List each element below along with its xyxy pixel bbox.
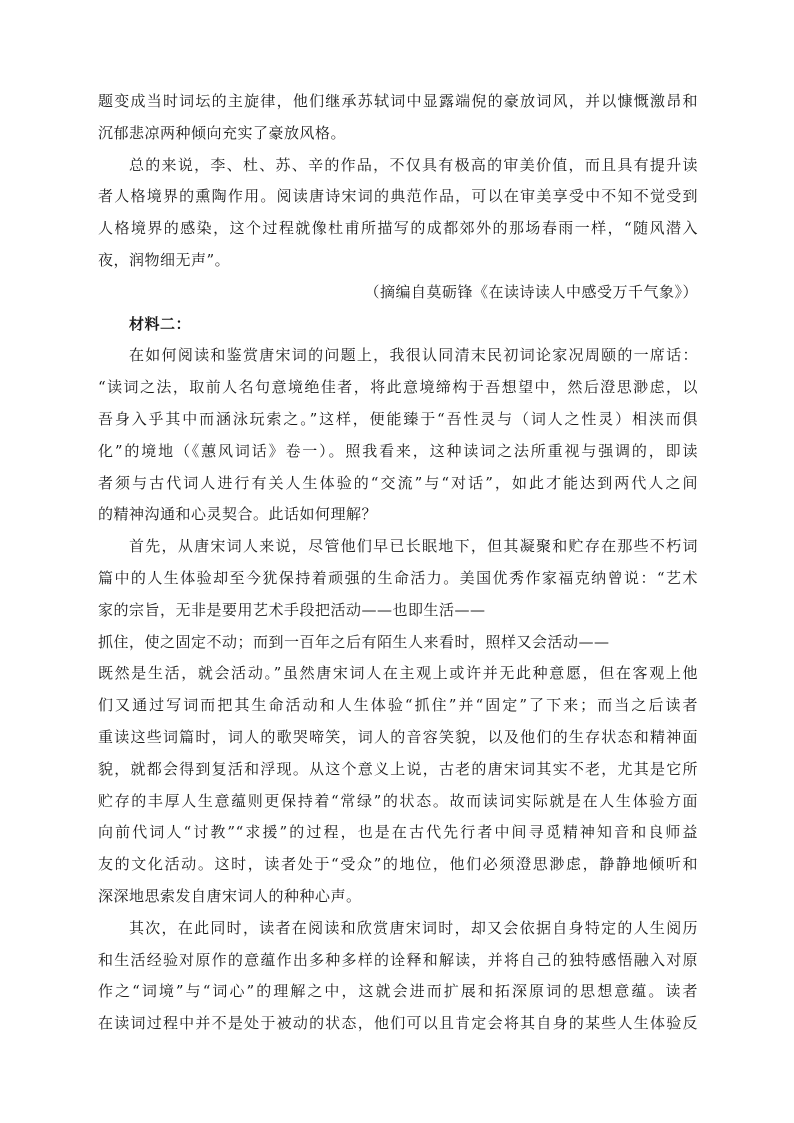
text-line: 友的文化活动。这时，读者处于“受众”的地位，他们必须澄思渺虑，静静地倾听和 [98,855,698,874]
text-line: 抓住，使之固定不动；而到一百年之后有陌生人来看时，照样又会活动—— [98,632,610,651]
text-line: 和生活经验对原作的意蕴作出多种多样的诠释和解读，并将自己的独特感悟融入对原 [98,950,698,969]
text-line: 向前代词人“讨教”“求援”的过程，也是在古代先行者中间寻觅精神知音和良师益 [98,823,698,842]
text-line: 在读词过程中并不是处于被动的状态，他们可以且肯定会将其自身的某些人生体验反 [98,1014,698,1033]
text-line: 人格境界的感染，这个过程就像杜甫所描写的成都郊外的那场春雨一样，“随风潜入 [98,219,698,238]
text-line: 首先，从唐宋词人来说，尽管他们早已长眠地下，但其凝聚和贮存在那些不朽词 [129,537,698,556]
document-page [98,86,698,1040]
text-line: 在如何阅读和鉴赏唐宋词的问题上，我很认同清末民初词论家况周颐的一席话： [129,346,698,365]
text-line: 吾身入乎其中而涵泳玩索之。”这样，便能臻于“吾性灵与（词人之性灵）相浃而俱 [98,409,698,428]
text-line: 沉郁悲凉两种倾向充实了豪放风格。 [98,123,347,142]
text-line: 作之“词境”与“词心”的理解之中，这就会进而扩展和拓深原词的思想意蕴。读者 [98,982,698,1001]
text-line: 家的宗旨，无非是要用艺术手段把活动——也即生活—— [98,600,486,619]
text-line: 深深地思索发自唐宋词人的种种心声。 [98,886,362,905]
text-line: 其次，在此同时，读者在阅读和欣赏唐宋词时，却又会依据自身特定的人生阅历 [129,918,698,937]
text-line: 贮存的丰厚人生意蕴则更保持着“常绿”的状态。故而读词实际就是在人生体验方面 [98,791,698,810]
text-line: 夜，润物细无声”。 [98,250,231,269]
text-line: 化”的境地（《蕙风词话》卷一）。照我看来，这种读词之法所重视与强调的，即读 [98,441,698,460]
text-line: 的精神沟通和心灵契合。此话如何理解？ [98,505,378,524]
section-heading: 材料二： [129,314,192,333]
text-line: 题变成当时词坛的主旋律，他们继承苏轼词中显露端倪的豪放词风，并以慷慨激昂和 [98,92,698,110]
text-line: 篇中的人生体验却至今犹保持着顽强的生命活力。美国优秀作家福克纳曾说：“艺术 [98,568,698,587]
text-line: “读词之法，取前人名句意境绝佳者，将此意境缔构于吾想望中，然后澄思渺虑，以 [98,378,698,397]
text-line: 总的来说，李、杜、苏、辛的作品，不仅具有极高的审美价值，而且具有提升读 [129,155,698,174]
text-line: 们又通过写词而把其生命活动和人生体验“抓住”并“固定”了下来；而当之后读者 [98,696,698,715]
text-line: 者人格境界的熏陶作用。阅读唐诗宋词的典范作品，可以在审美享受中不知不觉受到 [98,187,698,206]
text-line: 既然是生活，就会活动。”虽然唐宋词人在主观上或许并无此种意愿，但在客观上他 [98,664,698,683]
source-citation: （摘编自莫砺锋《在读诗读人中感受万千气象》） [364,282,698,301]
text-line: 者须与古代词人进行有关人生体验的“交流”与“对话”，如此才能达到两代人之间 [98,473,698,492]
text-line: 重读这些词篇时，词人的歌哭啼笑，词人的音容笑貌，以及他们的生存状态和精神面 [98,727,698,746]
text-line: 貌，就都会得到复活和浮现。从这个意义上说，古老的唐宋词其实不老，尤其是它所 [98,759,698,778]
